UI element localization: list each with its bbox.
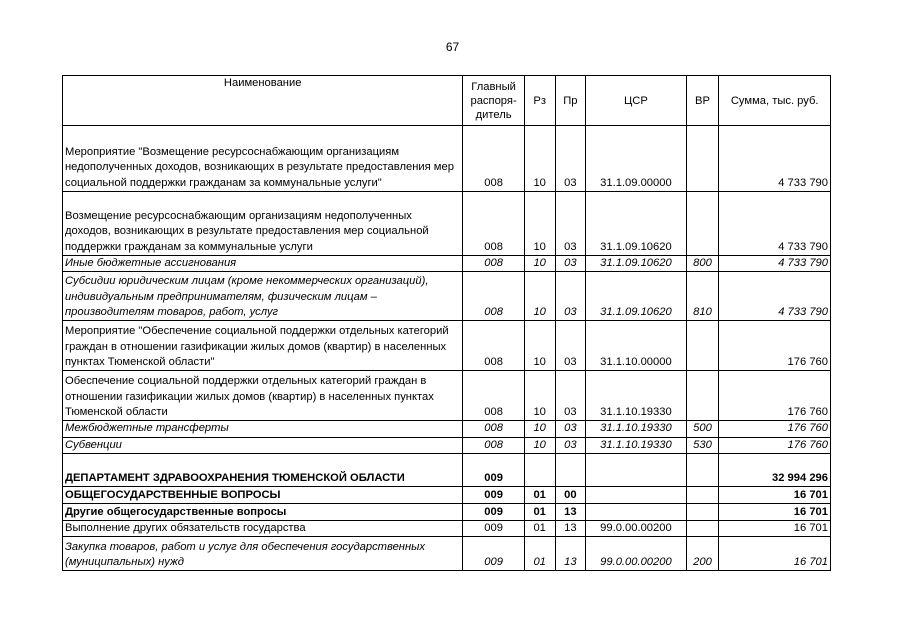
row-csr: 31.1.10.00000 (586, 321, 686, 371)
row-rz: 10 (524, 321, 555, 371)
row-name: ДЕПАРТАМЕНТ ЗДРАВООХРАНЕНИЯ ТЮМЕНСКОЙ ОБЛАСТИ (63, 453, 463, 486)
row-name: Закупка товаров, работ и услуг для обеспечения государственных (муниципальных) нужд (63, 537, 463, 571)
row-sum: 4 733 790 (719, 272, 831, 321)
row-rz: 10 (524, 192, 555, 256)
row-csr: 99.0.00.00200 (586, 537, 686, 571)
row-pr: 03 (555, 272, 586, 321)
row-vr: 200 (686, 537, 719, 571)
table-row (63, 437, 831, 453)
row-csr: 31.1.10.19330 (586, 437, 686, 453)
row-csr (586, 486, 686, 503)
row-rz: 01 (524, 520, 555, 536)
row-sum: 4 733 790 (719, 192, 831, 256)
row-csr: 99.0.00.00200 (586, 520, 686, 536)
row-sum: 16 701 (719, 486, 831, 503)
row-vr (686, 486, 719, 503)
row-sum: 176 760 (719, 371, 831, 421)
row-chief: 008 (463, 421, 524, 437)
row-pr (555, 453, 586, 486)
row-pr: 03 (555, 321, 586, 371)
row-name: Мероприятие "Обеспечение социальной поддержки отдельных категорий граждан в отношении газификации жилых домов (квартир) в населенных пунктах Тюменской области" (63, 321, 463, 371)
budget-table (62, 75, 831, 571)
row-pr: 13 (555, 537, 586, 571)
row-chief: 008 (463, 321, 524, 371)
row-csr: 31.1.09.10620 (586, 192, 686, 256)
row-pr: 03 (555, 421, 586, 437)
row-pr: 03 (555, 126, 586, 192)
row-rz: 01 (524, 537, 555, 571)
row-vr: 530 (686, 437, 719, 453)
row-vr (686, 192, 719, 256)
row-name: Мероприятие "Возмещение ресурсоснабжающим организациям недополученных доходов, возникающих в результате предоставления мер социальной поддержки гражданам за коммунальные услуги" (63, 126, 463, 192)
table-row (63, 503, 831, 520)
table-row (63, 256, 831, 272)
row-rz: 10 (524, 371, 555, 421)
table-row (63, 192, 831, 256)
table-row (63, 537, 831, 571)
header-chief: Главный распоря-дитель (463, 76, 524, 126)
row-pr: 03 (555, 437, 586, 453)
row-vr (686, 126, 719, 192)
row-sum: 32 994 296 (719, 453, 831, 486)
table-row (63, 371, 831, 421)
row-sum: 176 760 (719, 437, 831, 453)
row-chief: 009 (463, 453, 524, 486)
row-name: Выполнение других обязательств государства (63, 520, 463, 536)
row-pr: 13 (555, 520, 586, 536)
table-row (63, 126, 831, 192)
row-rz: 10 (524, 437, 555, 453)
row-vr: 800 (686, 256, 719, 272)
table-row (63, 486, 831, 503)
row-chief: 008 (463, 437, 524, 453)
row-name: Обеспечение социальной поддержки отдельных категорий граждан в отношении газификации жилых домов (квартир) в населенных пунктах Тюменской области (63, 371, 463, 421)
header-name: Наименование (63, 76, 463, 126)
row-chief: 008 (463, 192, 524, 256)
row-rz: 01 (524, 486, 555, 503)
header-csr: ЦСР (586, 76, 686, 126)
row-pr: 13 (555, 503, 586, 520)
row-csr: 31.1.10.19330 (586, 371, 686, 421)
row-name: ОБЩЕГОСУДАРСТВЕННЫЕ ВОПРОСЫ (63, 486, 463, 503)
row-name: Субсидии юридическим лицам (кроме некоммерческих организаций), индивидуальным предпринимателям, физическим лицам – производителям товаров, работ, услуг (63, 272, 463, 321)
row-pr: 03 (555, 256, 586, 272)
row-chief: 009 (463, 503, 524, 520)
row-chief: 009 (463, 486, 524, 503)
row-sum: 16 701 (719, 537, 831, 571)
row-name: Межбюджетные трансферты (63, 421, 463, 437)
table-row (63, 272, 831, 321)
row-rz: 10 (524, 126, 555, 192)
table-row (63, 321, 831, 371)
row-sum: 4 733 790 (719, 126, 831, 192)
row-name: Другие общегосударственные вопросы (63, 503, 463, 520)
page-number: 67 (445, 40, 460, 54)
row-csr: 31.1.09.10620 (586, 256, 686, 272)
row-pr: 03 (555, 371, 586, 421)
row-vr: 810 (686, 272, 719, 321)
row-vr (686, 371, 719, 421)
row-csr (586, 503, 686, 520)
row-vr (686, 503, 719, 520)
row-sum: 16 701 (719, 503, 831, 520)
row-csr: 31.1.09.00000 (586, 126, 686, 192)
table-header-row (63, 76, 831, 126)
row-name: Субвенции (63, 437, 463, 453)
table-row (63, 520, 831, 536)
row-chief: 009 (463, 537, 524, 571)
row-name: Возмещение ресурсоснабжающим организациям недополученных доходов, возникающих в результате предоставления мер социальной поддержки гражданам за коммунальные услуги (63, 192, 463, 256)
header-vr: ВР (686, 76, 719, 126)
row-chief: 008 (463, 126, 524, 192)
table-row (63, 421, 831, 437)
row-sum: 4 733 790 (719, 256, 831, 272)
row-sum: 176 760 (719, 421, 831, 437)
row-rz: 01 (524, 503, 555, 520)
row-rz: 10 (524, 256, 555, 272)
row-vr: 500 (686, 421, 719, 437)
row-vr (686, 520, 719, 536)
row-vr (686, 321, 719, 371)
header-sum: Сумма, тыс. руб. (719, 76, 831, 126)
row-rz (524, 453, 555, 486)
row-rz: 10 (524, 272, 555, 321)
header-pr: Пр (555, 76, 586, 126)
row-sum: 16 701 (719, 520, 831, 536)
table-row (63, 453, 831, 486)
row-chief: 008 (463, 256, 524, 272)
row-chief: 009 (463, 520, 524, 536)
row-name: Иные бюджетные ассигнования (63, 256, 463, 272)
row-csr: 31.1.10.19330 (586, 421, 686, 437)
row-pr: 00 (555, 486, 586, 503)
row-chief: 008 (463, 272, 524, 321)
row-sum: 176 760 (719, 321, 831, 371)
row-pr: 03 (555, 192, 586, 256)
row-csr (586, 453, 686, 486)
row-chief: 008 (463, 371, 524, 421)
row-rz: 10 (524, 421, 555, 437)
header-rz: Рз (524, 76, 555, 126)
row-vr (686, 453, 719, 486)
row-csr: 31.1.09.10620 (586, 272, 686, 321)
